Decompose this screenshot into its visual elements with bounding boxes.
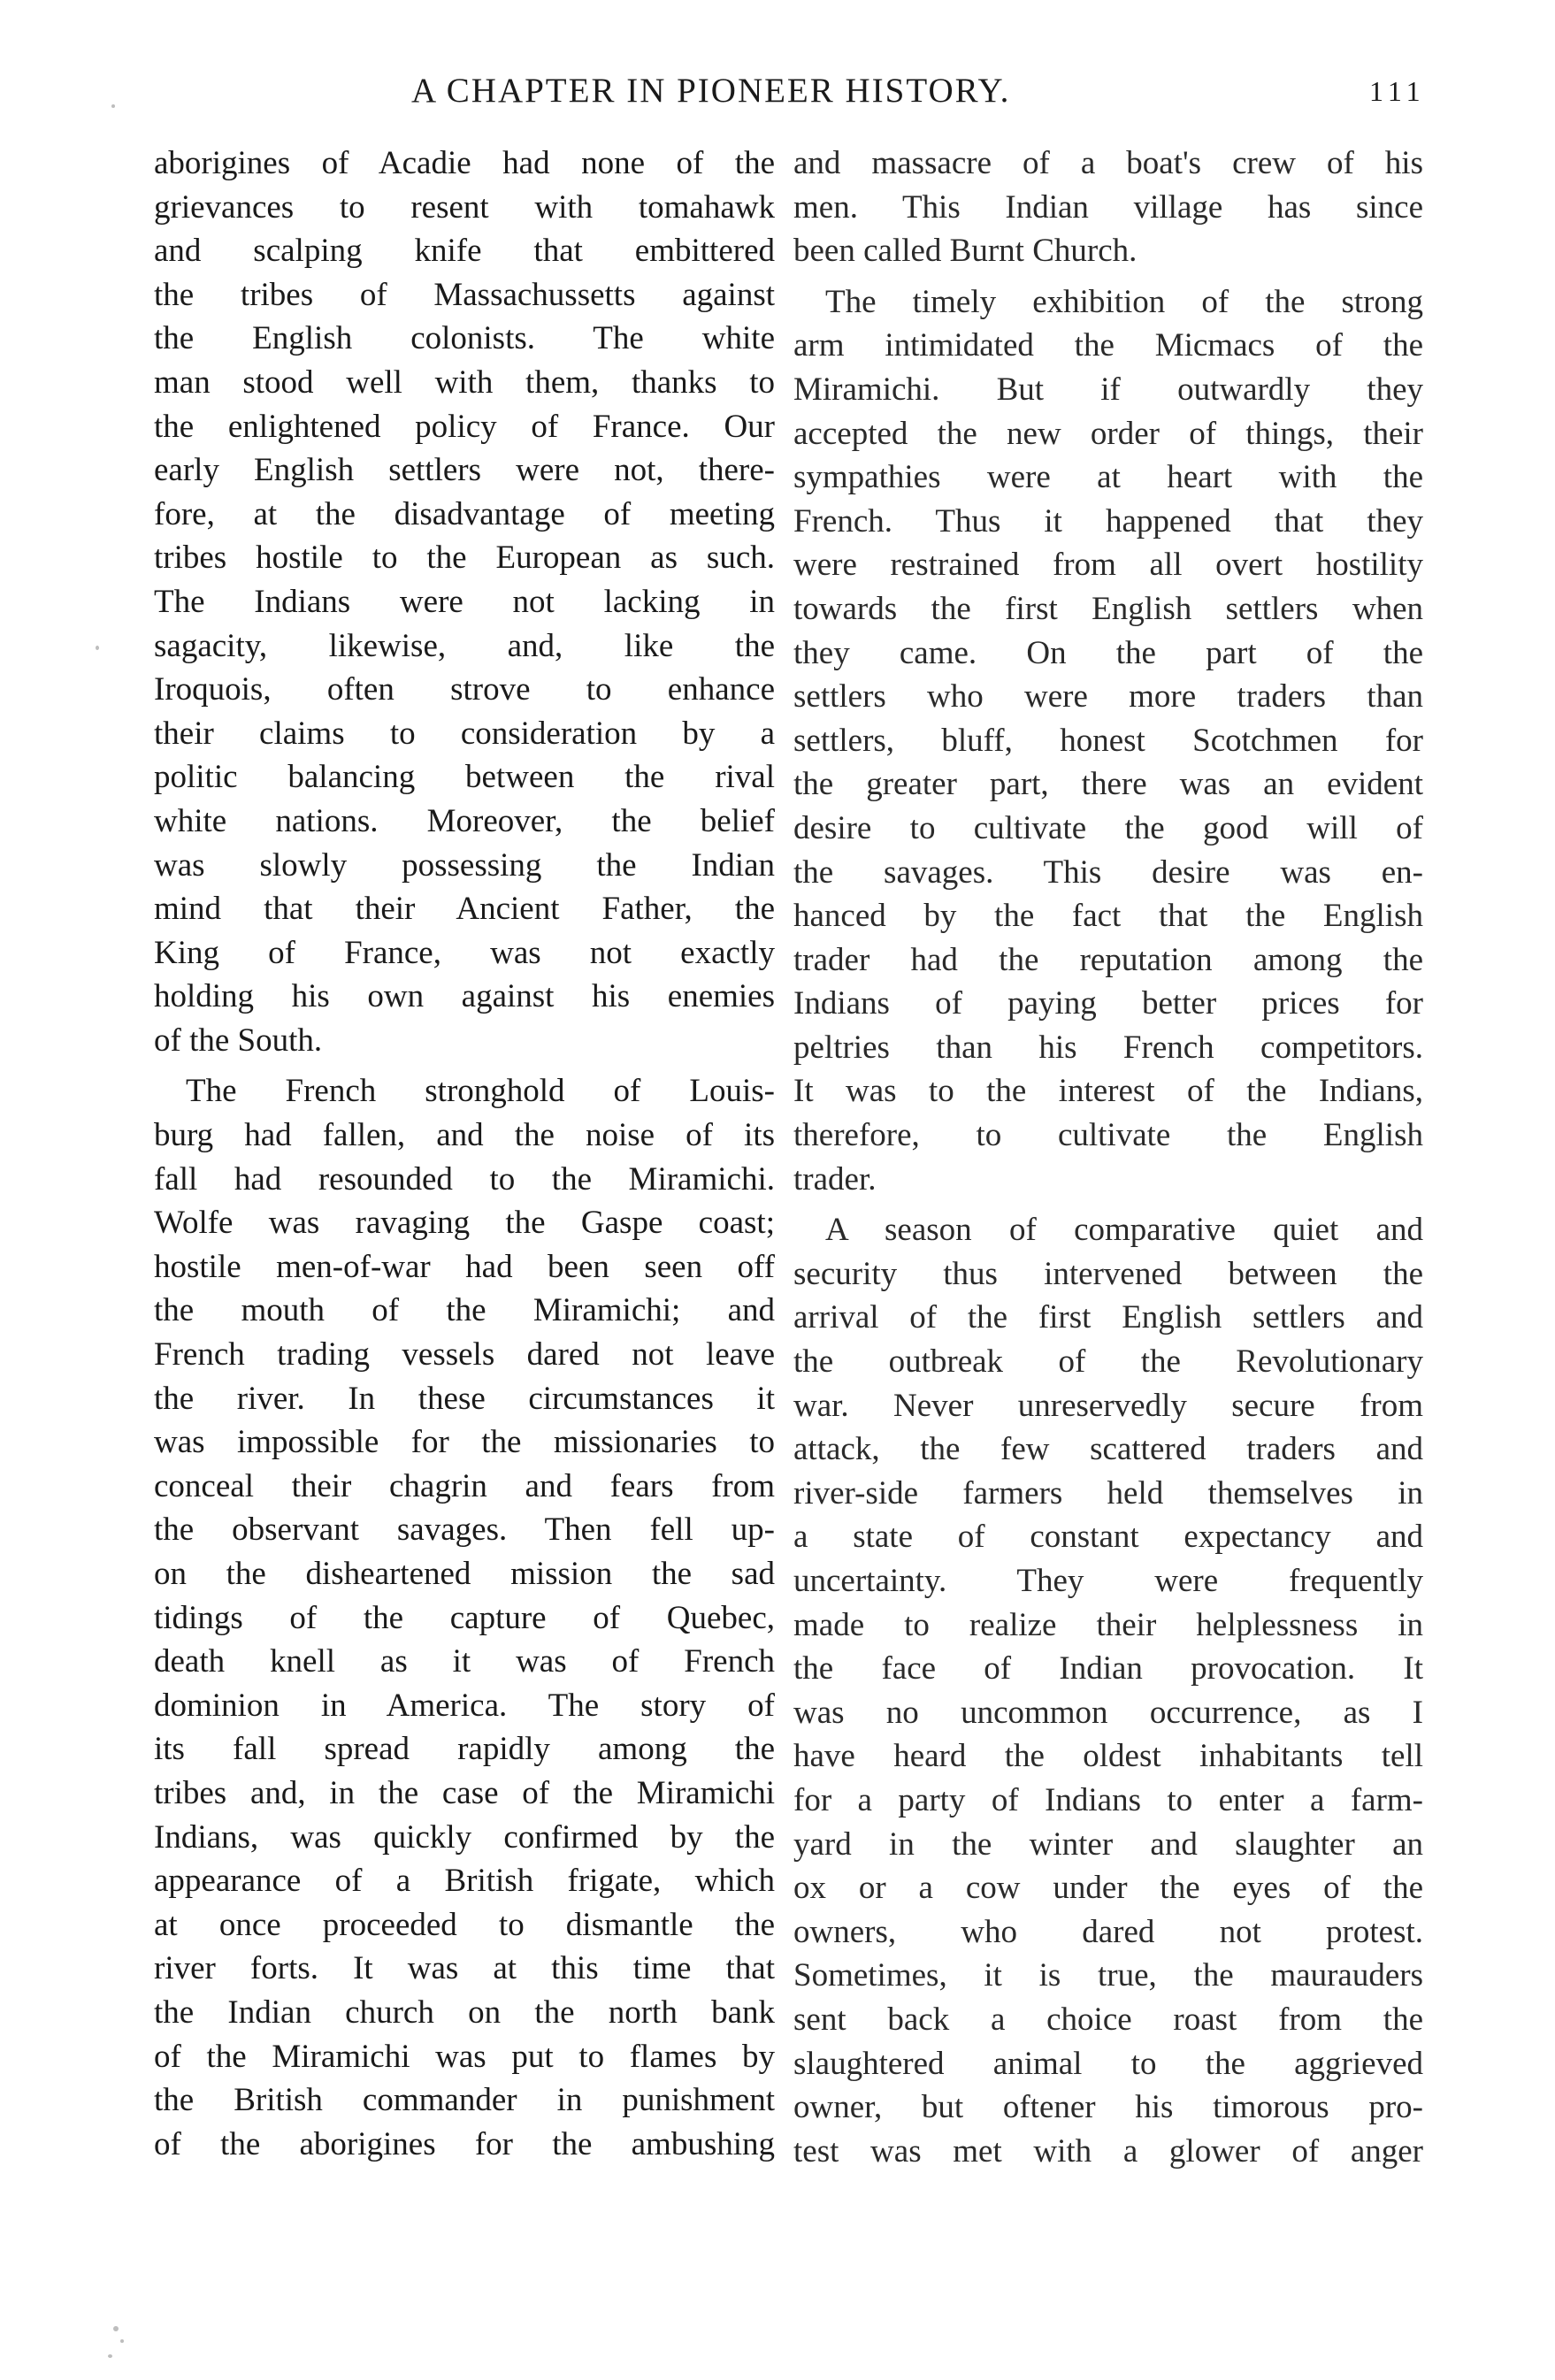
paragraph-start-line: A season of comparative quiet and: [825, 1212, 1423, 1249]
text-line: dominion in America. The story of: [154, 1687, 775, 1724]
running-head: [0, 69, 1555, 113]
text-line: the observant savages. Then fell up-: [154, 1511, 775, 1549]
text-line: test was met with a glower of anger: [793, 2132, 1423, 2170]
text-line: was impossible for the missionaries to: [154, 1424, 775, 1461]
text-line: the Indian church on the north bank: [154, 1994, 775, 2031]
text-line: man stood well with them, thanks to: [154, 364, 775, 401]
text-line: settlers, bluff, honest Scotchmen for: [793, 722, 1423, 759]
text-line: French. Thus it happened that they: [793, 502, 1423, 540]
text-line: at once proceeded to dismantle the: [154, 1906, 775, 1943]
text-line: appearance of a British frigate, which: [154, 1863, 775, 1900]
text-line: men. This Indian village has since: [793, 188, 1423, 226]
text-line: aborigines of Acadie had none of the: [154, 145, 775, 181]
scan-speck: [108, 2354, 112, 2358]
text-line: white nations. Moreover, the belief: [154, 802, 775, 839]
text-line: security thus intervened between the: [793, 1255, 1423, 1292]
text-line: and scalping knife that embittered: [154, 233, 775, 270]
text-line: owner, but oftener his timorous pro-: [793, 2089, 1423, 2126]
text-line: desire to cultivate the good will of: [793, 809, 1423, 846]
text-line: the river. In these circumstances it: [154, 1380, 775, 1417]
text-line: Indians of paying better prices for: [793, 985, 1423, 1022]
text-line: slaughtered animal to the aggrieved: [793, 2045, 1423, 2082]
running-title: A CHAPTER IN PIONEER HISTORY.: [411, 72, 1011, 110]
text-line: the enlightened policy of France. Our: [154, 408, 775, 445]
left-column: [154, 142, 775, 2166]
text-line: fall had resounded to the Miramichi.: [154, 1160, 775, 1198]
text-line: Sometimes, it is true, the maurauders: [793, 1957, 1423, 1994]
text-line: the face of Indian provocation. It: [793, 1650, 1423, 1687]
text-line: uncertainty. They were frequently: [793, 1563, 1423, 1599]
text-line: tribes hostile to the European as such.: [154, 540, 775, 577]
text-line: been called Burnt Church.: [793, 233, 1138, 270]
text-line: yard in the winter and slaughter an: [793, 1825, 1423, 1863]
text-line: of the Miramichi was put to flames by: [154, 2038, 775, 2075]
text-line: for a party of Indians to enter a farm-: [793, 1781, 1423, 1818]
text-line: the savages. This desire was en-: [793, 853, 1423, 891]
text-line: the British commander in punishment: [154, 2082, 775, 2119]
text-line: on the disheartened mission the sad: [154, 1556, 775, 1592]
text-line: its fall spread rapidly among the: [154, 1731, 775, 1768]
text-line: tribes and, in the case of the Miramichi: [154, 1774, 775, 1811]
text-line: sympathies were at heart with the: [793, 459, 1423, 496]
text-line: attack, the few scattered traders and: [793, 1431, 1423, 1468]
text-line: French trading vessels dared not leave: [154, 1336, 775, 1374]
text-line: mind that their Ancient Father, the: [154, 891, 775, 928]
text-line: King of France, was not exactly: [154, 934, 775, 971]
text-line: hostile men-of-war had been seen off: [154, 1248, 775, 1285]
text-line: holding his own against his enemies: [154, 978, 775, 1015]
text-line: the mouth of the Miramichi; and: [154, 1292, 775, 1329]
paragraph-start-line: The French stronghold of Louis-: [186, 1073, 775, 1110]
text-line: sent back a choice roast from the: [793, 2001, 1423, 2038]
scan-speck: [113, 2326, 119, 2331]
text-line: were restrained from all overt hostility: [793, 547, 1423, 584]
text-line: made to realize their helplessness in: [793, 1606, 1423, 1643]
text-line: sagacity, likewise, and, like the: [154, 627, 775, 664]
text-line: of the aborigines for the ambushing: [154, 2125, 775, 2162]
text-line: was no uncommon occurrence, as I: [793, 1694, 1423, 1731]
text-line: their claims to consideration by a: [154, 715, 775, 752]
text-line: a state of constant expectancy and: [793, 1519, 1423, 1556]
text-line: the outbreak of the Revolutionary: [793, 1343, 1423, 1381]
text-line: the greater part, there was an evident: [793, 766, 1423, 803]
text-line: burg had fallen, and the noise of its: [154, 1117, 775, 1154]
text-line: ox or a cow under the eyes of the: [793, 1870, 1423, 1907]
text-line: fore, at the disadvantage of meeting: [154, 495, 775, 532]
text-line: river-side farmers held themselves in: [793, 1474, 1423, 1511]
text-line: the tribes of Massachussetts against: [154, 276, 775, 313]
scan-speck: [111, 104, 115, 108]
page-number: 111: [1369, 75, 1426, 107]
text-line: tidings of the capture of Quebec,: [154, 1599, 775, 1636]
text-line: Iroquois, often strove to enhance: [154, 671, 775, 708]
text-line: river forts. It was at this time that: [154, 1950, 775, 1987]
text-line: therefore, to cultivate the English: [793, 1117, 1423, 1154]
scan-speck: [120, 2339, 124, 2343]
text-line: It was to the interest of the Indians,: [793, 1073, 1423, 1110]
paragraph-start-line: The timely exhibition of the strong: [825, 283, 1423, 320]
text-line: accepted the new order of things, their: [793, 415, 1423, 452]
text-line: trader had the reputation among the: [793, 941, 1423, 978]
text-line: death knell as it was of French: [154, 1643, 775, 1680]
text-line: The Indians were not lacking in: [154, 583, 775, 620]
right-column: [793, 142, 1423, 2173]
text-line: and massacre of a boat's crew of his: [793, 145, 1423, 181]
text-line: grievances to resent with tomahawk: [154, 188, 775, 226]
text-line: Indians, was quickly confirmed by the: [154, 1818, 775, 1856]
text-line: arrival of the first English settlers and: [793, 1299, 1423, 1336]
text-line: they came. On the part of the: [793, 634, 1423, 671]
text-line: settlers who were more traders than: [793, 678, 1423, 716]
text-line: early English settlers were not, there-: [154, 452, 775, 489]
text-line: Wolfe was ravaging the Gaspe coast;: [154, 1205, 775, 1242]
text-line: conceal their chagrin and fears from: [154, 1467, 775, 1504]
text-line: peltries than his French competitors.: [793, 1029, 1423, 1066]
text-line: trader.: [793, 1160, 877, 1198]
text-line: the English colonists. The white: [154, 320, 775, 357]
text-line: have heard the oldest inhabitants tell: [793, 1738, 1423, 1775]
text-line: war. Never unreservedly secure from: [793, 1387, 1423, 1424]
text-line: politic balancing between the rival: [154, 759, 775, 796]
text-line: hanced by the fact that the English: [793, 898, 1423, 935]
text-line: of the South.: [154, 1022, 323, 1059]
text-line: was slowly possessing the Indian: [154, 846, 775, 884]
text-line: Miramichi. But if outwardly they: [793, 371, 1423, 408]
text-line: owners, who dared not protest.: [793, 1913, 1423, 1950]
scan-speck: [96, 646, 99, 650]
text-line: arm intimidated the Micmacs of the: [793, 327, 1423, 364]
text-line: towards the first English settlers when: [793, 590, 1423, 627]
